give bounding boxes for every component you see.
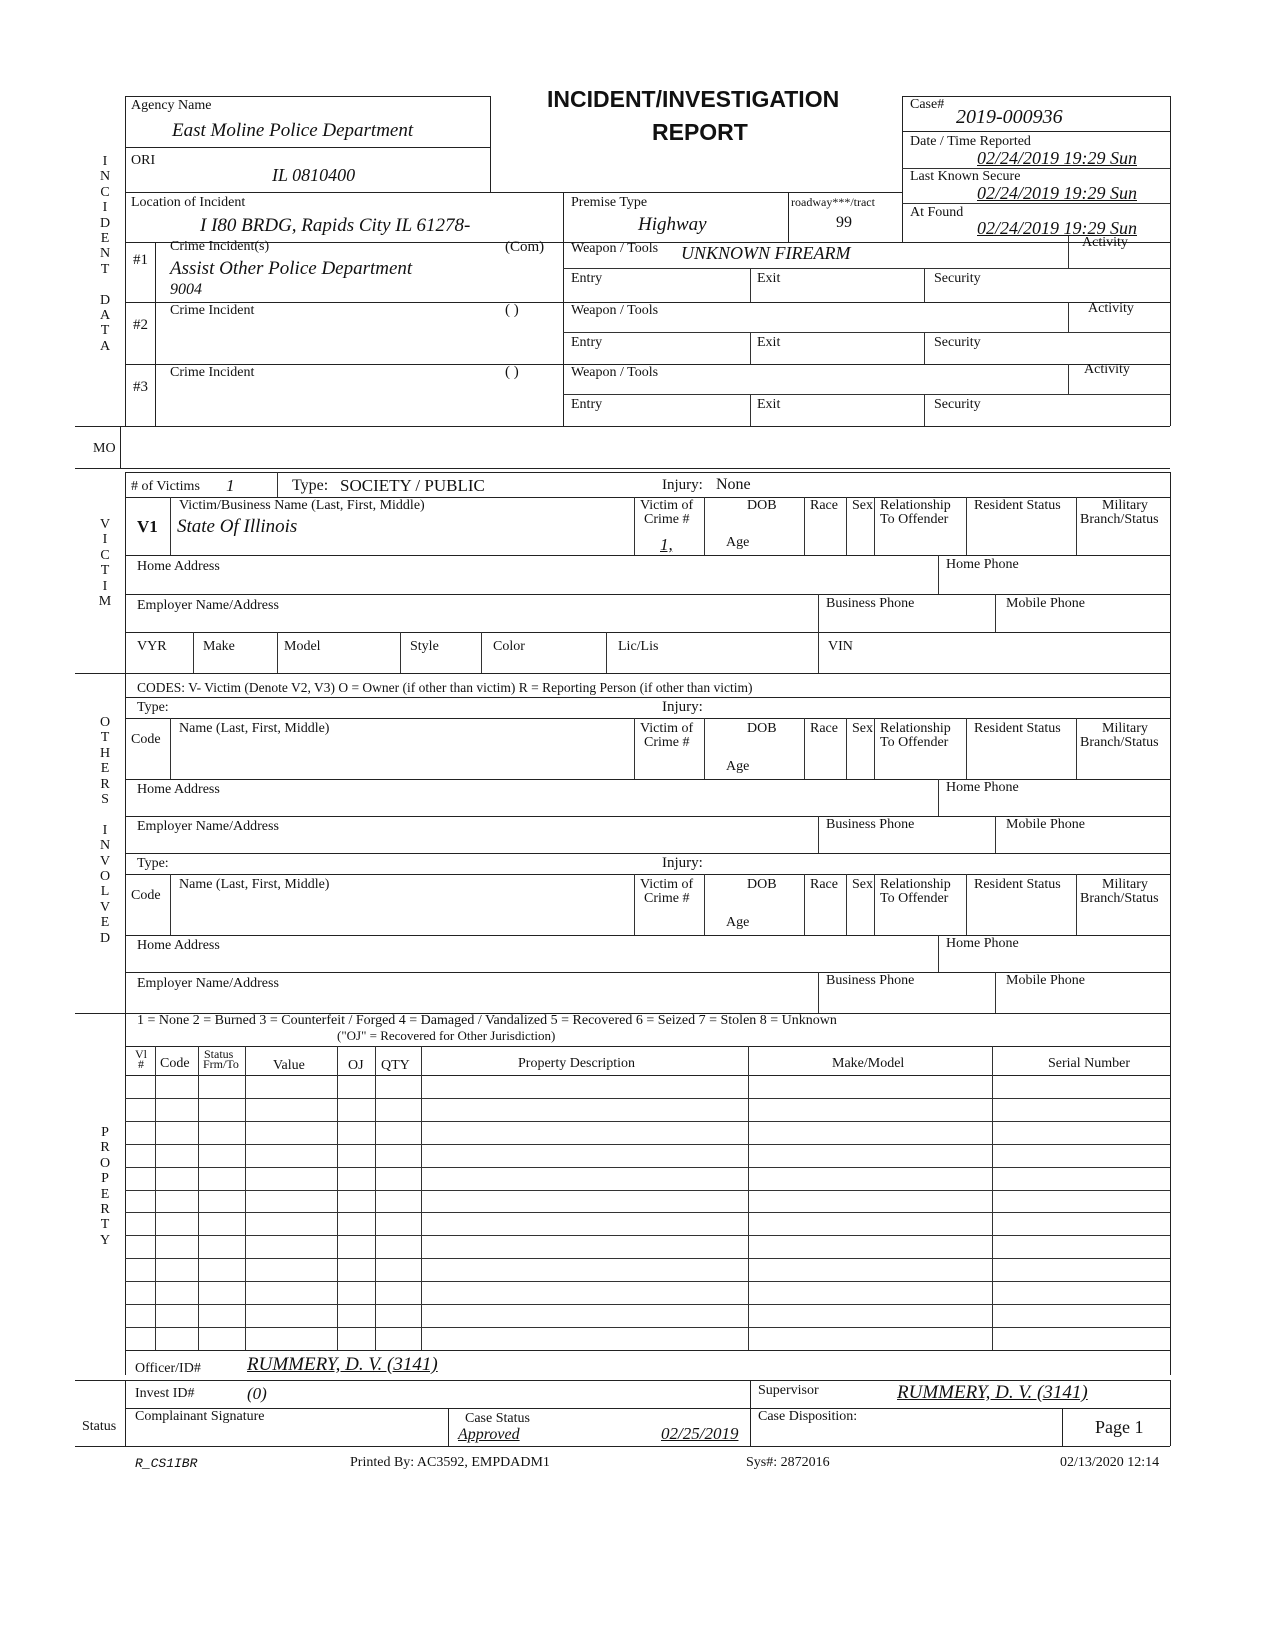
agency-name-label: Agency Name xyxy=(131,98,212,113)
other-1-mobile-phone-label: Mobile Phone xyxy=(1006,817,1085,832)
victim-military-label-1: Military xyxy=(1102,498,1148,513)
other-1-resident-status-label: Resident Status xyxy=(974,721,1061,736)
invest-id-value: (0) xyxy=(247,1384,267,1403)
victim-age-label: Age xyxy=(726,535,750,550)
other-1-code-label: Code xyxy=(131,732,161,747)
case-status-value: Approved xyxy=(458,1426,520,1443)
weapon-2-label: Weapon / Tools xyxy=(571,303,659,318)
other-1-relationship-label-1: Relationship xyxy=(880,721,951,736)
victim-business-phone-label: Business Phone xyxy=(826,596,915,611)
property-side-label: P R O P E R T Y xyxy=(99,1125,111,1248)
crime-1-code-value: 9004 xyxy=(170,281,202,298)
victim-relationship-label-2: To Offender xyxy=(880,512,949,527)
other-1-dob-label: DOB xyxy=(747,721,777,736)
crime-1-number: #1 xyxy=(133,252,148,268)
premise-type-label: Premise Type xyxy=(571,195,648,210)
form-code: R_CS1IBR xyxy=(135,1456,198,1471)
date-reported-label: Date / Time Reported xyxy=(910,134,1031,149)
exit-3-label: Exit xyxy=(757,397,781,412)
other-2-race-label: Race xyxy=(810,877,838,892)
victim-military-label-2: Branch/Status xyxy=(1080,512,1159,527)
other-2-dob-label: DOB xyxy=(747,877,777,892)
vehicle-year-label: VYR xyxy=(137,639,167,654)
victim-home-phone-label: Home Phone xyxy=(946,557,1019,572)
col-vl-label-1: Vl xyxy=(135,1047,147,1061)
victim-count-label: # of Victims xyxy=(131,479,200,494)
col-status-label-2: Frm/To xyxy=(203,1057,239,1071)
roadway-value: 99 xyxy=(836,214,852,231)
activity-3-label: Activity xyxy=(1084,362,1130,377)
last-known-secure-value: 02/24/2019 19:29 Sun xyxy=(977,183,1137,203)
supervisor-label: Supervisor xyxy=(758,1383,819,1398)
other-1-crime-label-1: Victim of xyxy=(640,721,694,736)
officer-label: Officer/ID# xyxy=(135,1361,201,1376)
vehicle-style-label: Style xyxy=(410,639,439,654)
incident-data-side-label: I N C I D E N T D A T A xyxy=(99,154,111,354)
activity-1-label: Activity xyxy=(1082,235,1128,250)
entry-2-label: Entry xyxy=(571,335,603,350)
entry-1-label: Entry xyxy=(571,271,603,286)
victim-type-value: SOCIETY / PUBLIC xyxy=(340,476,485,495)
col-oj-label: OJ xyxy=(348,1058,364,1073)
other-2-military-label-1: Military xyxy=(1102,877,1148,892)
col-serial-label: Serial Number xyxy=(1048,1056,1131,1071)
col-description-label: Property Description xyxy=(518,1056,636,1071)
report-subtitle: REPORT xyxy=(652,119,748,145)
weapon-1-label: Weapon / Tools xyxy=(571,241,659,256)
crime-3-number: #3 xyxy=(133,379,148,395)
other-1-relationship-label-2: To Offender xyxy=(880,735,949,750)
victim-mobile-phone-label: Mobile Phone xyxy=(1006,596,1085,611)
location-value: I I80 BRDG, Rapids City IL 61278- xyxy=(200,215,471,236)
property-codes-line-2: ("OJ" = Recovered for Other Jurisdiction) xyxy=(337,1028,556,1043)
other-1-employer-label: Employer Name/Address xyxy=(137,819,279,834)
security-3-label: Security xyxy=(934,397,981,412)
other-2-name-label: Name (Last, First, Middle) xyxy=(179,877,330,892)
victim-crime-num-value: 1, xyxy=(660,535,673,554)
other-1-sex-label: Sex xyxy=(852,721,873,736)
exit-1-label: Exit xyxy=(757,271,781,286)
victim-relationship-label-1: Relationship xyxy=(880,498,951,513)
officer-value: RUMMERY, D. V. (3141) xyxy=(247,1354,438,1375)
crime-2-number: #2 xyxy=(133,317,148,333)
col-qty-label: QTY xyxy=(381,1058,410,1073)
complainant-signature-label: Complainant Signature xyxy=(135,1409,265,1424)
location-label: Location of Incident xyxy=(131,195,246,210)
security-2-label: Security xyxy=(934,335,981,350)
ori-value: IL 0810400 xyxy=(272,165,356,185)
vehicle-model-label: Model xyxy=(284,639,321,654)
crime-1-com-label: (Com) xyxy=(505,239,545,255)
activity-2-label: Activity xyxy=(1088,301,1134,316)
col-status-label-1: Status xyxy=(204,1047,234,1061)
other-1-business-phone-label: Business Phone xyxy=(826,817,915,832)
case-number-label: Case# xyxy=(910,97,945,112)
victim-id: V1 xyxy=(137,517,158,536)
others-involved-side-label: O T H E R S I N V O L V E D xyxy=(99,715,111,946)
other-1-type-label: Type: xyxy=(137,700,169,715)
other-1-home-address-label: Home Address xyxy=(137,782,220,797)
case-status-date: 02/25/2019 xyxy=(661,1424,739,1443)
vehicle-license-label: Lic/Lis xyxy=(618,639,659,654)
ori-label: ORI xyxy=(131,153,156,168)
printed-timestamp: 02/13/2020 12:14 xyxy=(1060,1455,1160,1470)
other-1-military-label-2: Branch/Status xyxy=(1080,735,1159,750)
invest-id-label: Invest ID# xyxy=(135,1386,195,1401)
other-2-home-phone-label: Home Phone xyxy=(946,936,1019,951)
victim-name-value: State Of Illinois xyxy=(177,516,298,537)
codes-legend: CODES: V- Victim (Denote V2, V3) O = Owner (if other than victim) R = Reporting Person (if other than victim) xyxy=(137,680,753,695)
other-2-resident-status-label: Resident Status xyxy=(974,877,1061,892)
victim-side-label: V I C T I M xyxy=(98,517,112,610)
last-known-secure-label: Last Known Secure xyxy=(910,169,1021,184)
victim-name-label: Victim/Business Name (Last, First, Middle) xyxy=(179,498,425,513)
report-title: INCIDENT/INVESTIGATION xyxy=(547,86,840,112)
status-label: Status xyxy=(82,1419,117,1434)
roadway-label: roadway***/tract xyxy=(791,195,875,209)
victim-dob-label: DOB xyxy=(747,498,777,513)
other-2-business-phone-label: Business Phone xyxy=(826,973,915,988)
victim-count-value: 1 xyxy=(226,476,235,495)
other-1-race-label: Race xyxy=(810,721,838,736)
victim-home-address-label: Home Address xyxy=(137,559,220,574)
other-2-type-label: Type: xyxy=(137,856,169,871)
victim-injury-label: Injury: xyxy=(662,477,703,493)
victim-sex-label: Sex xyxy=(852,498,873,513)
other-1-injury-label: Injury: xyxy=(662,699,703,715)
printed-by: Printed By: AC3592, EMPDADM1 xyxy=(350,1455,550,1470)
entry-3-label: Entry xyxy=(571,397,603,412)
victim-resident-status-label: Resident Status xyxy=(974,498,1061,513)
other-2-code-label: Code xyxy=(131,888,161,903)
vehicle-color-label: Color xyxy=(493,639,525,654)
other-2-military-label-2: Branch/Status xyxy=(1080,891,1159,906)
crime-2-com-label: ( ) xyxy=(505,302,519,318)
other-1-military-label-1: Military xyxy=(1102,721,1148,736)
other-2-crime-label-2: Crime # xyxy=(644,891,690,906)
supervisor-value: RUMMERY, D. V. (3141) xyxy=(897,1382,1088,1403)
other-1-home-phone-label: Home Phone xyxy=(946,780,1019,795)
mo-label: MO xyxy=(93,441,116,456)
victim-crime-num-label-1: Victim of xyxy=(640,498,694,513)
at-found-label: At Found xyxy=(910,205,964,220)
agency-name-value: East Moline Police Department xyxy=(172,120,414,141)
other-2-relationship-label-1: Relationship xyxy=(880,877,951,892)
other-2-mobile-phone-label: Mobile Phone xyxy=(1006,973,1085,988)
crime-1-label: Crime Incident(s) xyxy=(170,239,270,254)
security-1-label: Security xyxy=(934,271,981,286)
victim-injury-value: None xyxy=(716,476,751,493)
col-value-label: Value xyxy=(273,1058,305,1073)
premise-type-value: Highway xyxy=(638,214,707,235)
victim-type-label: Type: xyxy=(292,477,329,494)
other-2-crime-label-1: Victim of xyxy=(640,877,694,892)
system-number: Sys#: 2872016 xyxy=(746,1455,830,1470)
vehicle-make-label: Make xyxy=(203,639,235,654)
other-2-relationship-label-2: To Offender xyxy=(880,891,949,906)
other-2-employer-label: Employer Name/Address xyxy=(137,976,279,991)
other-1-name-label: Name (Last, First, Middle) xyxy=(179,721,330,736)
col-make-model-label: Make/Model xyxy=(832,1056,905,1071)
property-codes-line-1: 1 = None 2 = Burned 3 = Counterfeit / Forged 4 = Damaged / Vandalized 5 = Recovered 6 = Seized 7 = Stolen 8 = Unknown xyxy=(137,1013,837,1028)
other-1-age-label: Age xyxy=(726,759,750,774)
other-2-age-label: Age xyxy=(726,915,750,930)
exit-2-label: Exit xyxy=(757,335,781,350)
crime-3-label: Crime Incident xyxy=(170,365,255,380)
crime-3-com-label: ( ) xyxy=(505,364,519,380)
col-code-label: Code xyxy=(160,1056,190,1071)
case-disposition-label: Case Disposition: xyxy=(758,1409,858,1424)
other-2-sex-label: Sex xyxy=(852,877,873,892)
victim-race-label: Race xyxy=(810,498,838,513)
other-2-home-address-label: Home Address xyxy=(137,938,220,953)
crime-1-value: Assist Other Police Department xyxy=(170,258,413,279)
case-status-label: Case Status xyxy=(465,1411,530,1426)
page-number: Page 1 xyxy=(1095,1417,1144,1437)
victim-crime-num-label-2: Crime # xyxy=(644,512,690,527)
at-found-value: 02/24/2019 19:29 Sun xyxy=(977,218,1137,238)
col-vl-label-2: # xyxy=(138,1057,144,1071)
other-1-crime-label-2: Crime # xyxy=(644,735,690,750)
vehicle-vin-label: VIN xyxy=(828,639,853,654)
weapon-3-label: Weapon / Tools xyxy=(571,365,659,380)
date-reported-value: 02/24/2019 19:29 Sun xyxy=(977,148,1137,168)
weapon-1-value: UNKNOWN FIREARM xyxy=(681,243,851,263)
other-2-injury-label: Injury: xyxy=(662,855,703,871)
crime-2-label: Crime Incident xyxy=(170,303,255,318)
victim-employer-label: Employer Name/Address xyxy=(137,598,279,613)
case-number-value: 2019-000936 xyxy=(956,106,1063,128)
